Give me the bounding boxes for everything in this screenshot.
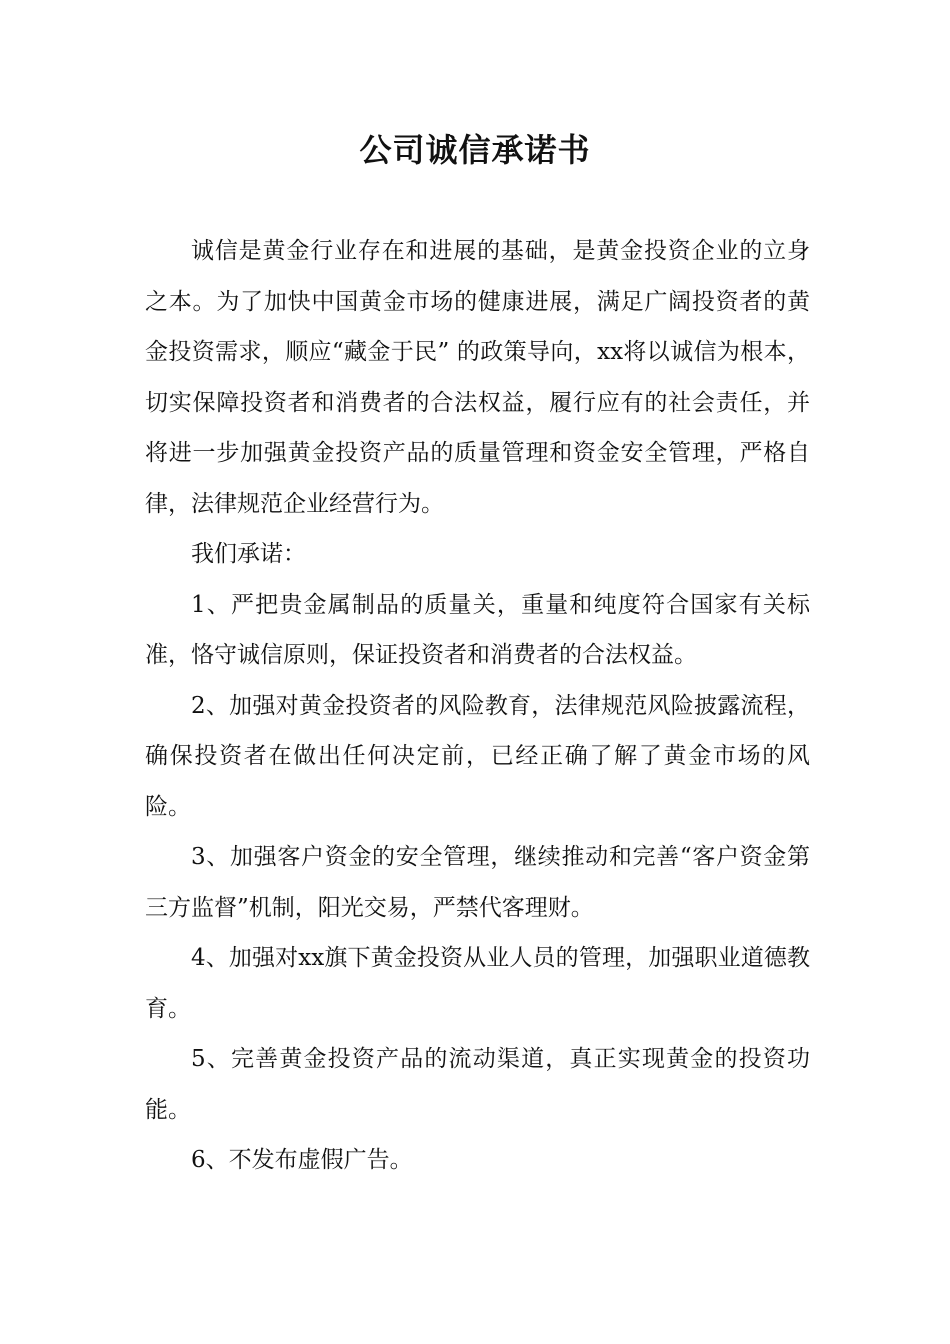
pledge-item-3: 3、加强客户资金的安全管理，继续推动和完善“客户资金第三方监督”机制，阳光交易，严禁代客理财。	[145, 844, 810, 921]
pledge-item-4: 4、加强对xx旗下黄金投资从业人员的管理，加强职业道德教育。	[145, 945, 810, 1022]
pledge-item-2: 2、加强对黄金投资者的风险教育，法律规范风险披露流程，确保投资者在做出任何决定前，已经正确了解了黄金市场的风险。	[145, 692, 810, 820]
pledge-item-1: 1、严把贵金属制品的质量关，重量和纯度符合国家有关标准，恪守诚信原则，保证投资者和消费者的合法权益。	[145, 591, 810, 668]
pledge-item-6: 6、不发布虚假广告。	[191, 1147, 413, 1173]
document-title: 公司诚信承诺书	[359, 131, 591, 169]
document-body	[145, 226, 810, 1186]
pledge-heading: 我们承诺：	[191, 541, 306, 567]
intro-paragraph: 诚信是黄金行业存在和进展的基础，是黄金投资企业的立身之本。为了加快中国黄金市场的健康进展，满足广阔投资者的黄金投资需求，顺应“藏金于民” 的政策导向，xx将以诚信为根本，切实保障投资者和消费者的合法权益，履行应有的社会责任，并将进一步加强黄金投资产品的质量管理和资金安全管理，严格自律，法律规范企业经营行为。	[145, 238, 810, 517]
pledge-item-5: 5、完善黄金投资产品的流动渠道，真正实现黄金的投资功能。	[145, 1046, 810, 1123]
